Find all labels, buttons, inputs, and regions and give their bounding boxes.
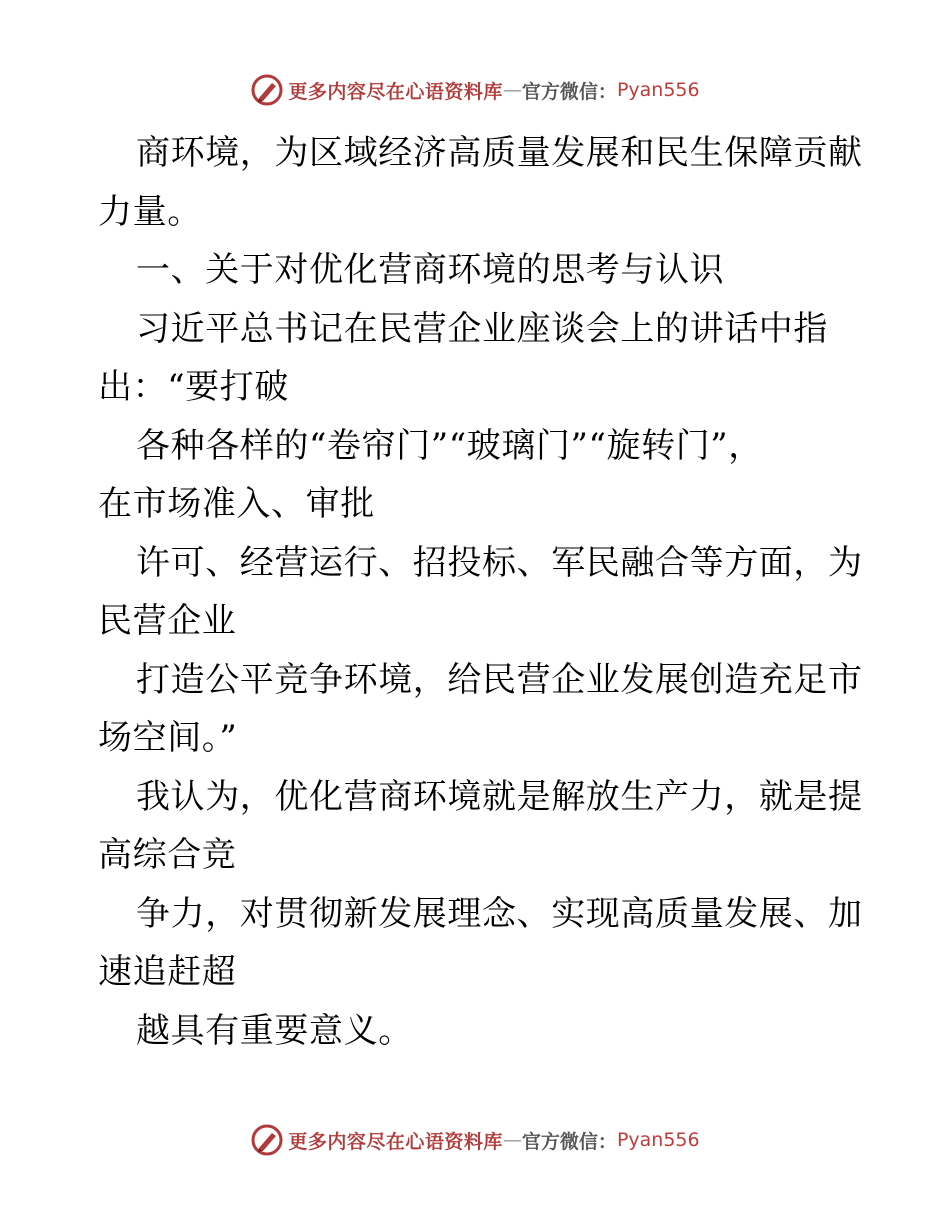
paragraph-line: 力量。 [98,191,202,232]
watermark-wechat-id: Pyan556 [616,79,700,101]
paragraph-line: 商环境，为区域经济高质量发展和民生保障贡献 [136,133,863,173]
paragraph-line: 习近平总书记在民营企业座谈会上的讲话中指 [136,308,828,349]
pen-logo-icon [250,1123,284,1157]
paragraph-line: 各种各样的“卷帘门”“玻璃门”“旋转门”， [136,425,763,466]
paragraph-line: 在市场准入、审批 [98,484,375,524]
paragraph-line: 一、关于对优化营商环境的思考与认识 [136,250,725,290]
paragraph-line: 许可、经营运行、招投标、军民融合等方面，为 [136,542,863,583]
paragraph-line: 高综合竞 [98,835,237,875]
watermark-separator: — [502,79,522,101]
watermark-text: 更多内容尽在心语资料库 [288,1130,503,1153]
pen-logo-icon [250,73,284,107]
header-watermark [0,70,950,110]
footer-watermark [0,1120,950,1160]
paragraph-line: 出：“要打破 [98,367,289,407]
paragraph-line: 场空间。” [98,718,238,758]
paragraph-line: 打造公平竞争环境，给民营企业发展创造充足市 [136,659,863,700]
watermark-wechat-label: 官方微信： [521,80,617,103]
paragraph-line: 争力，对贯彻新发展理念、实现高质量发展、加 [136,893,863,934]
paragraph-line: 我认为，优化营商环境就是解放生产力，就是提 [136,776,863,817]
paragraph-line: 民营企业 [98,601,237,641]
watermark-text: 更多内容尽在心语资料库 [288,80,503,103]
document-body [98,124,863,1060]
watermark-wechat-id: Pyan556 [616,1129,700,1151]
watermark-separator: — [502,1129,522,1151]
paragraph-line: 速追赶超 [98,952,237,992]
watermark-wechat-label: 官方微信： [521,1130,617,1153]
paragraph-line: 越具有重要意义。 [136,1010,413,1051]
